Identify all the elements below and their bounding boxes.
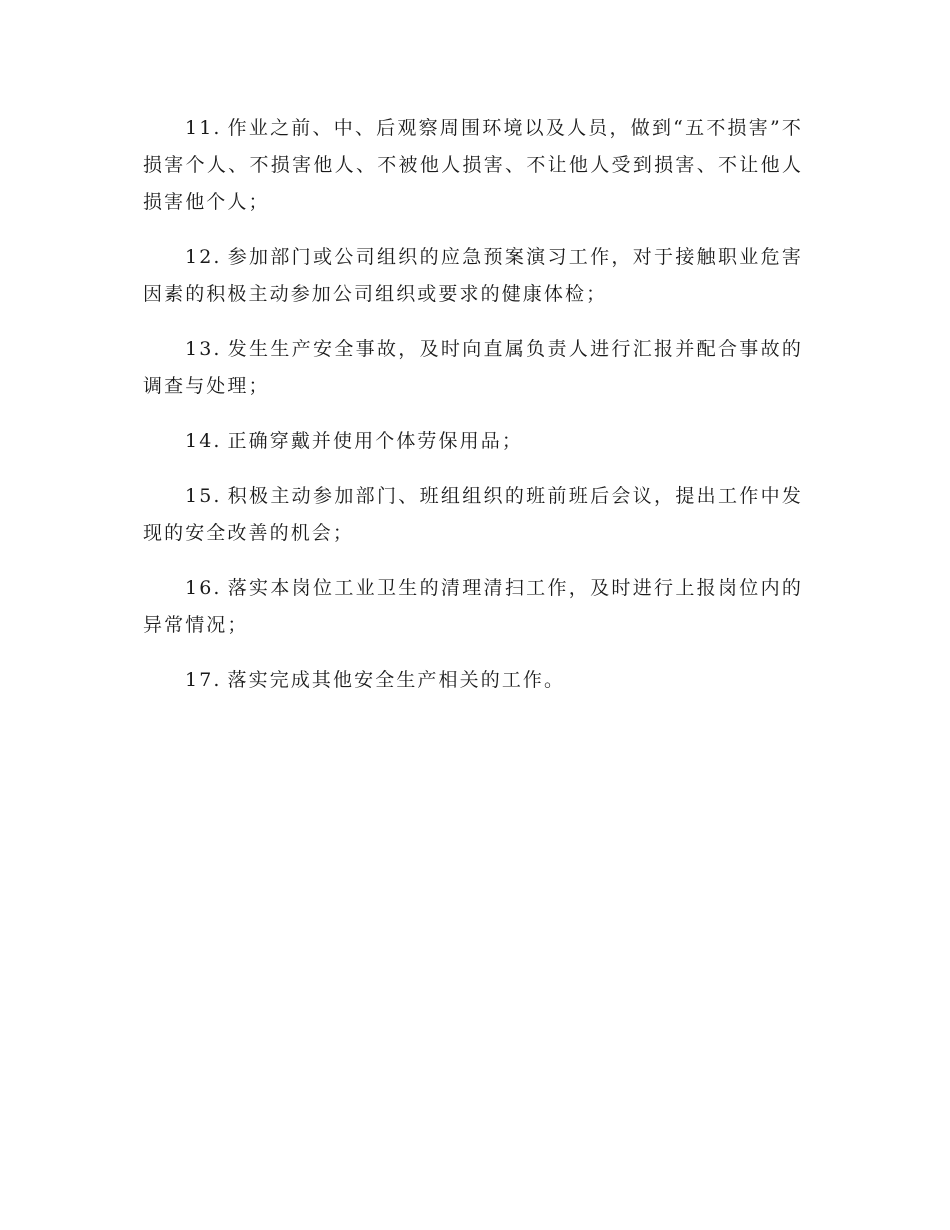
list-item-13 <box>143 331 803 405</box>
item-text: 正确穿戴并使用个体劳保用品； <box>227 430 523 452</box>
item-text: 参加部门或公司组织的应急预案演习工作，对于接触职业危害因素的积极主动参加公司组织或要求的健康体检； <box>143 246 803 305</box>
item-number: 15. <box>185 485 222 507</box>
list-item-17 <box>143 662 803 699</box>
item-text: 积极主动参加部门、班组组织的班前班后会议，提出工作中发现的安全改善的机会； <box>143 485 803 544</box>
list-item-12 <box>143 239 803 313</box>
list-item-14 <box>143 423 803 460</box>
item-text: 作业之前、中、后观察周围环境以及人员，做到“五不损害”不损害个人、不损害他人、不被他人损害、不让他人受到损害、不让他人损害他个人； <box>143 117 803 213</box>
list-item-15 <box>143 478 803 552</box>
item-text: 落实本岗位工业卫生的清理清扫工作，及时进行上报岗位内的异常情况； <box>143 577 803 636</box>
item-number: 14. <box>185 430 222 452</box>
item-number: 11. <box>185 117 222 139</box>
item-text: 落实完成其他安全生产相关的工作。 <box>227 669 566 691</box>
item-text: 发生生产安全事故，及时向直属负责人进行汇报并配合事故的调查与处理； <box>143 338 803 397</box>
list-item-11 <box>143 110 803 221</box>
item-number: 13. <box>185 338 222 360</box>
item-number: 12. <box>185 246 222 268</box>
list-item-16 <box>143 570 803 644</box>
item-number: 17. <box>185 669 222 691</box>
item-number: 16. <box>185 577 222 599</box>
document-body <box>143 110 803 717</box>
